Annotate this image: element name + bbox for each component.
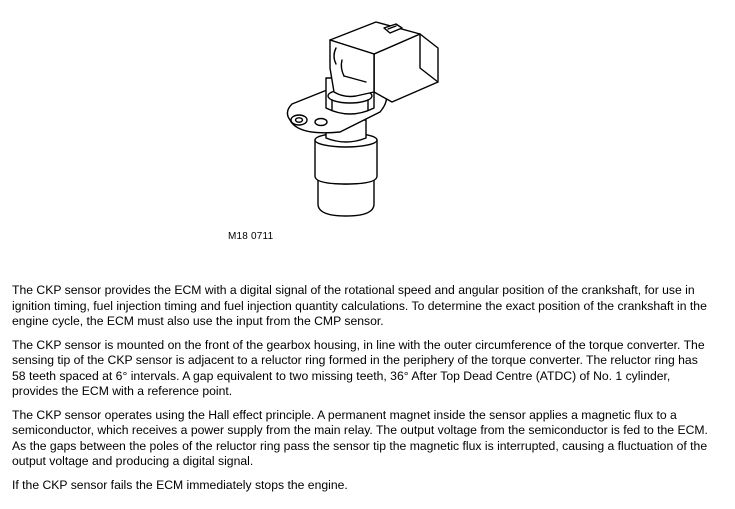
- description-text: [12, 283, 712, 501]
- paragraph-mounting: The CKP sensor is mounted on the front of the gearbox housing, in line with the outer circumference of the torque converter. The sensing tip of the CKP sensor is adjacent to a reluctor ring formed in the periphery of the torque converter. The reluctor ring has 58 teeth spaced at 6° intervals. A gap equivalent to two missing teeth, 36° After Top Dead Centre (ATDC) of No. 1 cylinder, provides the ECM with a reference point.: [12, 337, 705, 398]
- paragraph-failure: If the CKP sensor fails the ECM immediately stops the engine.: [12, 477, 348, 492]
- paragraph-signal: The CKP sensor provides the ECM with a digital signal of the rotational speed and angular position of the crankshaft, for use in ignition timing, fuel injection timing and fuel injection quantity calculations. To determine the exact position of the crankshaft in the engine cycle, the ECM must also use the input from the CMP sensor.: [12, 283, 707, 328]
- ckp-sensor-illustration: [270, 8, 470, 226]
- figure-caption: M18 0711: [228, 231, 274, 242]
- paragraph-operation: The CKP sensor operates using the Hall effect principle. A permanent magnet inside the sensor applies a magnetic flux to a semiconductor, which receives a power supply from the main relay. The output voltage from the semiconductor is fed to the ECM. As the gaps between the poles of the reluctor ring pass the sensor tip the magnetic flux is interrupted, causing a fluctuation of the output voltage and producing a digital signal.: [12, 407, 708, 468]
- ckp-sensor-figure: [270, 8, 470, 226]
